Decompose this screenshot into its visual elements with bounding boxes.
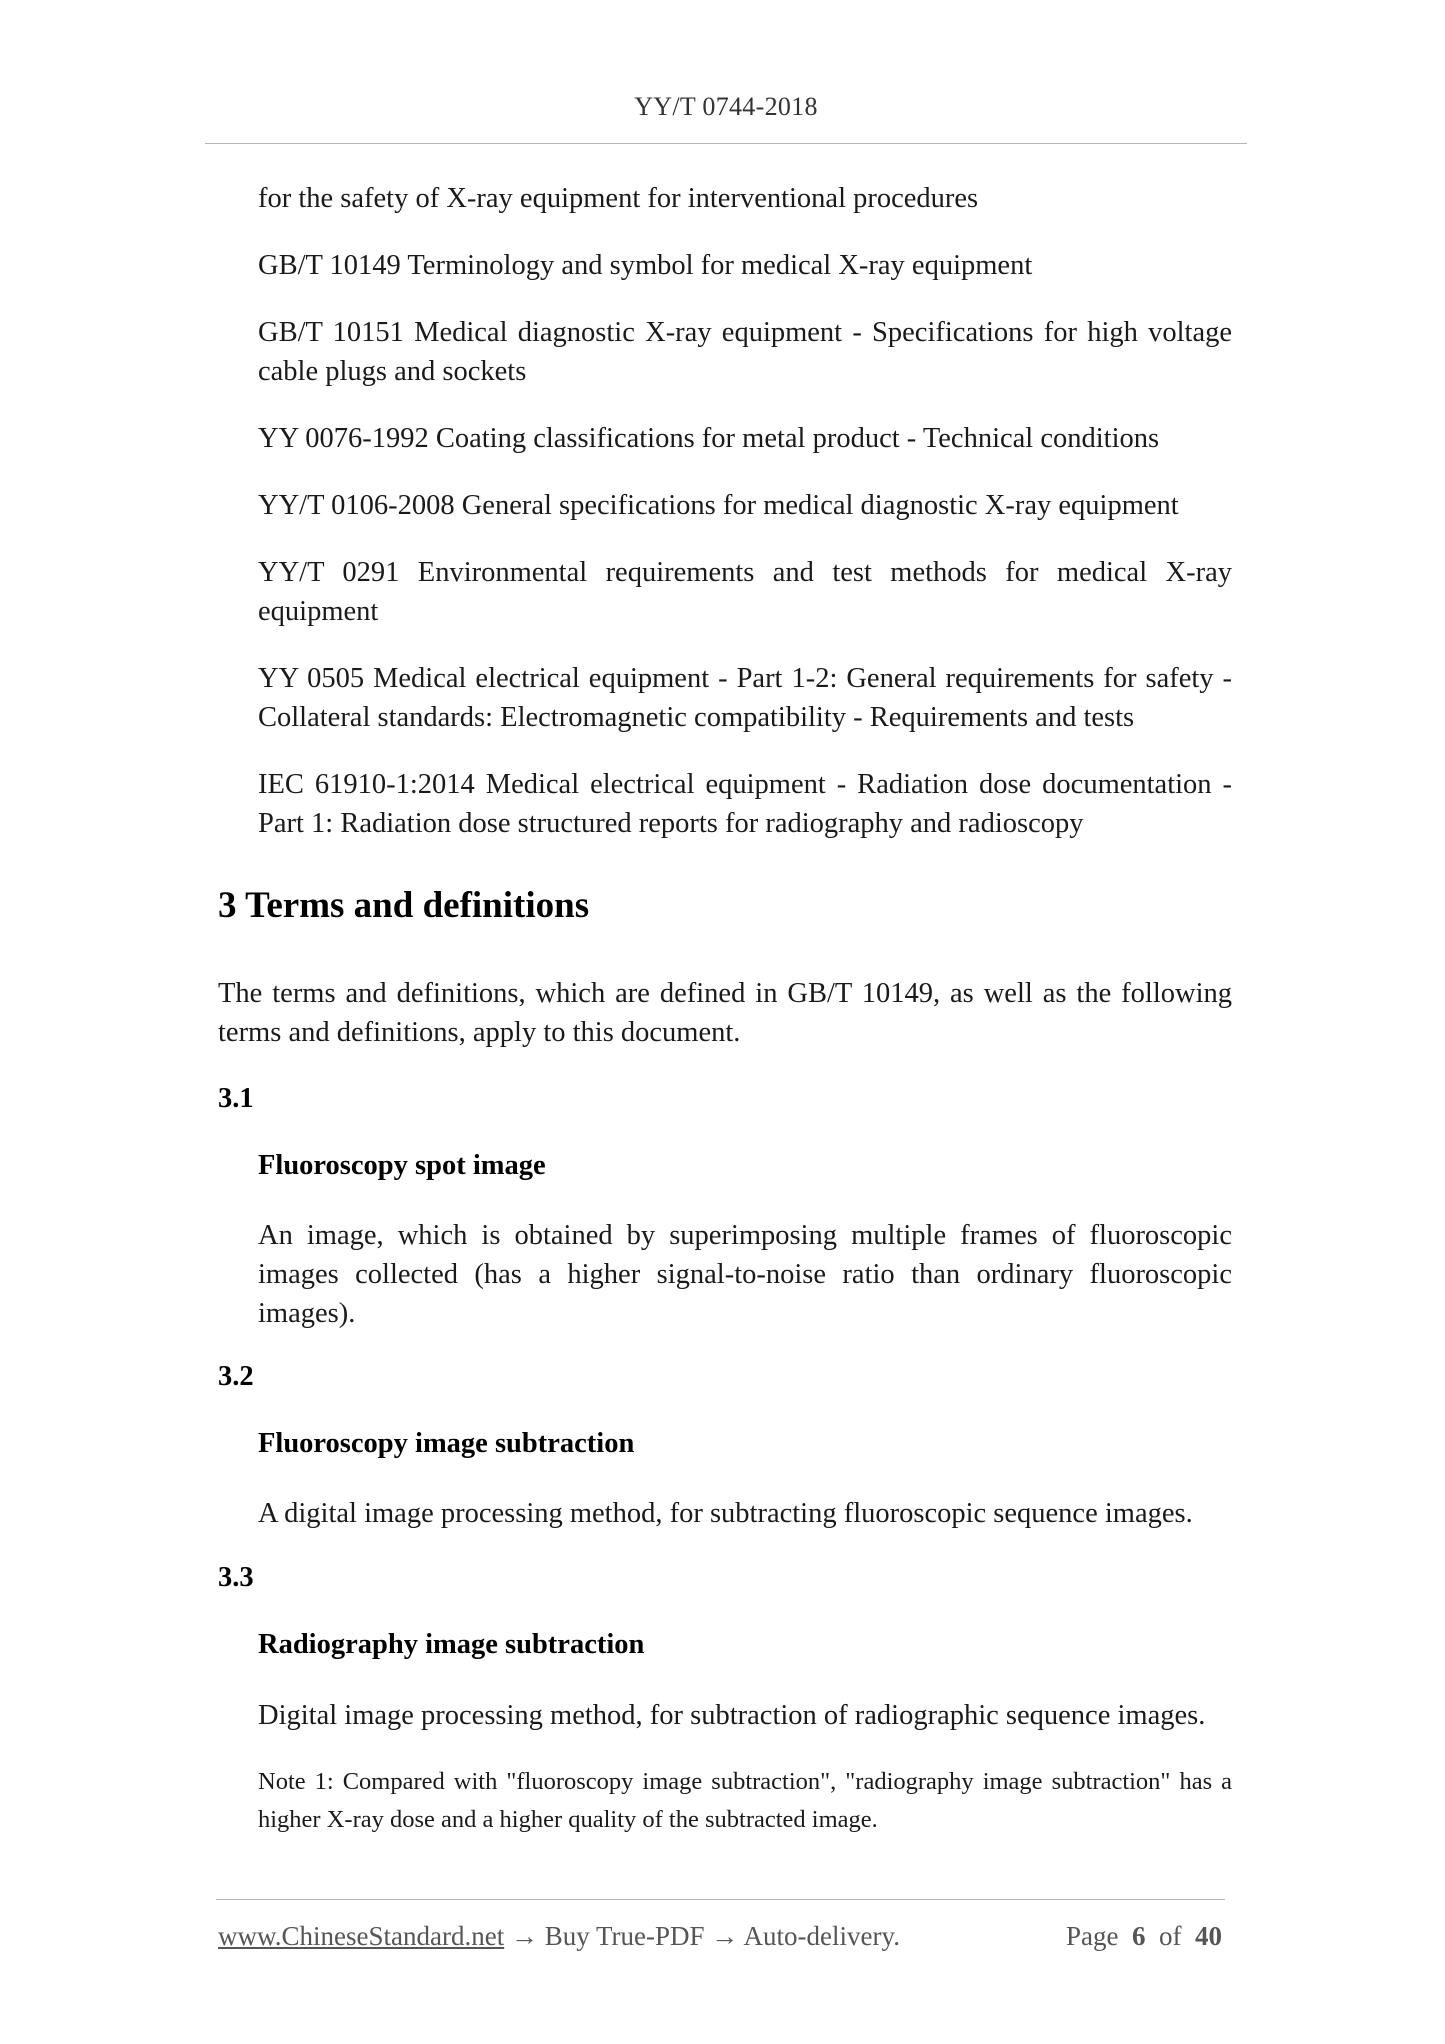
page-current: 6 <box>1131 1921 1146 1951</box>
reference-item: YY 0076-1992 Coating classifications for metal product - Technical conditions <box>258 423 1160 454</box>
site-link[interactable]: www.ChineseStandard.net <box>218 1921 505 1951</box>
term-title: Radiography image subtraction <box>258 1629 645 1660</box>
term-title: Fluoroscopy spot image <box>258 1150 546 1181</box>
section-intro: The terms and definitions, which are defined in GB/T 10149, as well as the following terms and definitions, apply to this document. <box>218 978 1232 1048</box>
term-number: 3.3 <box>218 1562 254 1593</box>
term-title: Fluoroscopy image subtraction <box>258 1428 635 1459</box>
term-note: Note 1: Compared with "fluoroscopy image subtraction", "radiography image subtraction" has a higher X-ray dose and a higher quality of the subtracted image. <box>258 1768 1232 1833</box>
term-number: 3.2 <box>218 1361 254 1392</box>
arrow-right-icon: → <box>711 1921 739 1951</box>
footer-divider <box>216 1899 1225 1900</box>
term-number: 3.1 <box>218 1083 254 1114</box>
reference-item: YY/T 0106-2008 General specifications for medical diagnostic X-ray equipment <box>258 490 1179 521</box>
page-of-label: of <box>1158 1921 1182 1951</box>
page-total: 40 <box>1194 1921 1222 1951</box>
header-divider <box>205 143 1247 144</box>
term-definition: A digital image processing method, for subtracting fluoroscopic sequence images. <box>258 1498 1193 1529</box>
auto-delivery-text: Auto-delivery. <box>743 1921 900 1951</box>
term-definition: An image, which is obtained by superimposing multiple frames of fluoroscopic images collected (has a higher signal-to-noise ratio than ordinary fluoroscopic images). <box>258 1220 1232 1329</box>
document-header-id: YY/T 0744-2018 <box>634 92 818 121</box>
reference-item: GB/T 10149 Terminology and symbol for medical X-ray equipment <box>258 250 1033 281</box>
reference-item: YY/T 0291 Environmental requirements and test methods for medical X-ray equipment <box>258 557 1232 627</box>
reference-item: IEC 61910-1:2014 Medical electrical equipment - Radiation dose documentation - Part 1: Radiation dose structured reports for radiography and radioscopy <box>258 769 1232 839</box>
page-indicator <box>1066 1921 1222 1952</box>
reference-item: GB/T 10151 Medical diagnostic X-ray equipment - Specifications for high voltage cable plugs and sockets <box>258 317 1232 387</box>
page-label: Page <box>1066 1921 1119 1951</box>
term-definition: Digital image processing method, for subtraction of radiographic sequence images. <box>258 1700 1206 1731</box>
section-title: 3 Terms and definitions <box>218 885 590 926</box>
buy-true-pdf-text: Buy True-PDF <box>544 1921 705 1951</box>
reference-item: for the safety of X-ray equipment for interventional procedures <box>258 183 979 214</box>
arrow-right-icon: → <box>510 1921 538 1951</box>
reference-item: YY 0505 Medical electrical equipment - Part 1-2: General requirements for safety - Collateral standards: Electromagnetic compatibility - Requirements and tests <box>258 663 1232 733</box>
footer-links <box>218 1921 900 1952</box>
